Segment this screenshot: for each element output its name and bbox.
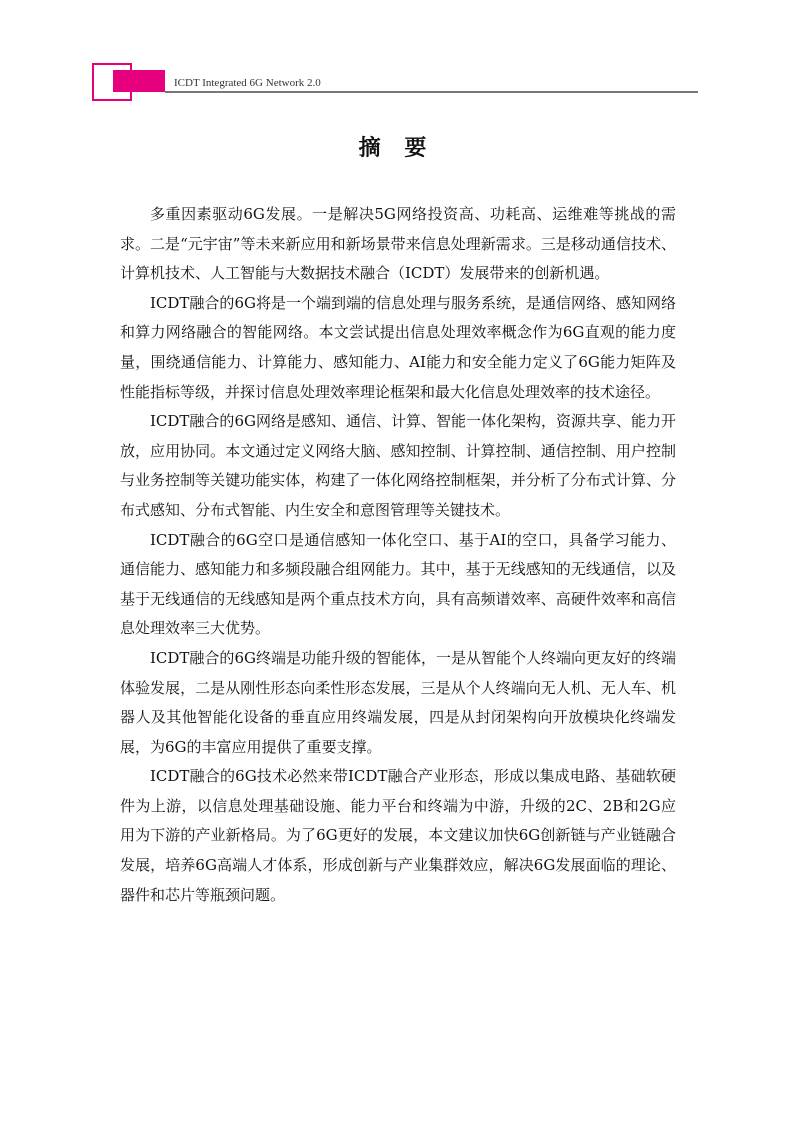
paragraph: ICDT融合的6G空口是通信感知一体化空口、基于AI的空口，具备学习能力、通信能力、感知能力和多频段融合组网能力。其中，基于无线感知的无线通信，以及基于无线通信的无线感知是两个重点技术方向，具有高频谱效率、高硬件效率和高信息处理效率三大优势。: [120, 530, 676, 638]
paragraph: 多重因素驱动6G发展。一是解决5G网络投资高、功耗高、运维难等挑战的需求。二是“元宇宙”等未来新应用和新场景带来信息处理新需求。三是移动通信技术、计算机技术、人工智能与大数据技术融合（ICDT）发展带来的创新机遇。: [120, 205, 676, 283]
running-title: ICDT Integrated 6G Network 2.0: [174, 77, 321, 89]
header-rule: [165, 91, 698, 93]
paragraph: ICDT融合的6G网络是感知、通信、计算、智能一体化架构，资源共享、能力开放，应用协同。本文通过定义网络大脑、感知控制、计算控制、通信控制、用户控制与业务控制等关键功能实体，构建了一体化网络控制框架，并分析了分布式计算、分布式感知、分布式智能、内生安全和意图管理等关键技术。: [120, 412, 676, 519]
paragraph: ICDT融合的6G技术必然来带ICDT融合产业形态，形成以集成电路、基础软硬件为上游，以信息处理基础设施、能力平台和终端为中游，升级的2C、2B和2G应用为下游的产业新格局。为了6G更好的发展，本文建议加快6G创新链与产业链融合发展，培养6G高端人才体系，形成创新与产业集群效应，解决6G发展面临的理论、器件和芯片等瓶颈问题。: [120, 767, 676, 904]
header-accent-frame: [92, 63, 132, 101]
page-title: 摘 要: [358, 136, 435, 161]
abstract-body: [120, 200, 676, 910]
paragraph: ICDT融合的6G将是一个端到端的信息处理与服务系统，是通信网络、感知网络和算力网络融合的智能网络。本文尝试提出信息处理效率概念作为6G直观的能力度量，围绕通信能力、计算能力、感知能力、AI能力和安全能力定义了6G能力矩阵及性能指标等级，并探讨信息处理效率理论框架和最大化信息处理效率的技术途径。: [120, 293, 676, 401]
paragraph: ICDT融合的6G终端是功能升级的智能体，一是从智能个人终端向更友好的终端体验发展，二是从刚性形态向柔性形态发展，三是从个人终端向无人机、无人车、机器人及其他智能化设备的垂直应用终端发展，四是从封闭架构向开放模块化终端发展，为6G的丰富应用提供了重要支撑。: [120, 648, 676, 756]
